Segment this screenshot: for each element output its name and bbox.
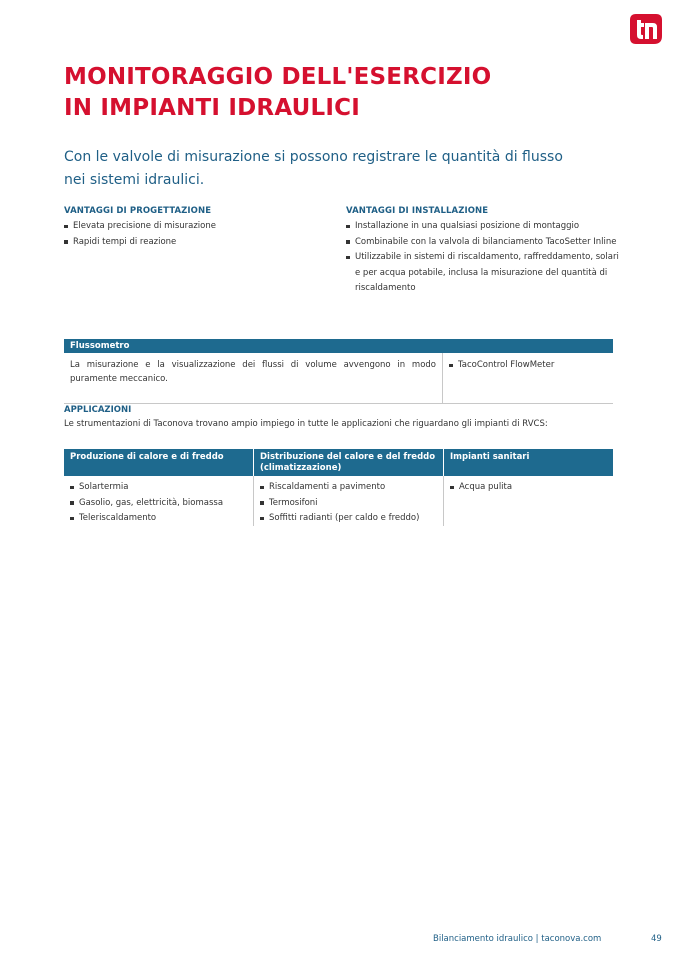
- design-advantages-heading: VANTAGGI DI PROGETTAZIONE: [64, 206, 212, 216]
- distribution-cell: [254, 476, 444, 526]
- applications-table-header: [64, 449, 613, 476]
- column-header-production: Produzione di calore e di freddo: [64, 449, 254, 476]
- production-cell: [64, 476, 254, 526]
- lead-paragraph: [64, 146, 584, 192]
- page-number: 49: [651, 934, 662, 944]
- lead-line-2: nei sistemi idraulici.: [64, 172, 205, 188]
- list-item: Solartermia: [70, 480, 247, 496]
- list-item: Elevata precisione di misurazione: [64, 219, 339, 235]
- flowmeter-description: La misurazione e la visualizzazione dei flussi di volume avvengono in modo puramente meccanico.: [64, 353, 443, 403]
- flowmeter-product-cell: [443, 353, 560, 403]
- list-item: Rapidi tempi di reazione: [64, 235, 339, 251]
- title-line-1: MONITORAGGIO DELL'ESERCIZIO: [64, 64, 492, 90]
- list-item: Termosifoni: [260, 496, 437, 512]
- applications-section: [64, 405, 613, 430]
- design-advantages-section: [64, 206, 339, 250]
- page-title: [64, 62, 584, 124]
- column-header-distribution: Distribuzione del calore e del freddo (climatizzazione): [254, 449, 444, 476]
- taconova-logo-icon: [630, 14, 662, 44]
- lead-line-1: Con le valvole di misurazione si possono registrare le quantità di flusso: [64, 149, 563, 165]
- column-header-sanitary: Impianti sanitari: [450, 452, 530, 462]
- installation-advantages-list: [346, 219, 621, 297]
- list-item: Teleriscaldamento: [70, 511, 247, 527]
- list-item: Soffitti radianti (per caldo e freddo): [260, 511, 437, 527]
- list-item: Acqua pulita: [450, 480, 607, 496]
- sanitary-cell: [444, 476, 613, 526]
- applications-table: [64, 449, 613, 526]
- title-line-2: IN IMPIANTI IDRAULICI: [64, 95, 360, 121]
- flowmeter-product: TacoControl FlowMeter: [449, 358, 554, 374]
- flowmeter-row: [64, 353, 613, 404]
- applications-table-row: [64, 476, 613, 526]
- list-item: Utilizzabile in sistemi di riscaldamento, raffreddamento, solari e per acqua potabile, inclusa la misurazione del quantità di riscaldamento: [346, 250, 621, 297]
- installation-advantages-heading: VANTAGGI DI INSTALLAZIONE: [346, 206, 489, 216]
- flowmeter-heading: Flussometro: [64, 339, 613, 353]
- list-item: Installazione in una qualsiasi posizione di montaggio: [346, 219, 621, 235]
- design-advantages-list: [64, 219, 339, 250]
- flowmeter-table: [64, 339, 613, 404]
- installation-advantages-section: [346, 206, 621, 297]
- list-item: Combinabile con la valvola di bilanciamento TacoSetter Inline: [346, 235, 621, 251]
- applications-heading: APPLICAZIONI: [64, 405, 132, 415]
- applications-text: Le strumentazioni di Taconova trovano ampio impiego in tutte le applicazioni che riguardano gli impianti di RVCS:: [64, 419, 548, 429]
- footer-text: Bilanciamento idraulico | taconova.com: [433, 934, 602, 944]
- list-item: Gasolio, gas, elettricità, biomassa: [70, 496, 247, 512]
- list-item: Riscaldamenti a pavimento: [260, 480, 437, 496]
